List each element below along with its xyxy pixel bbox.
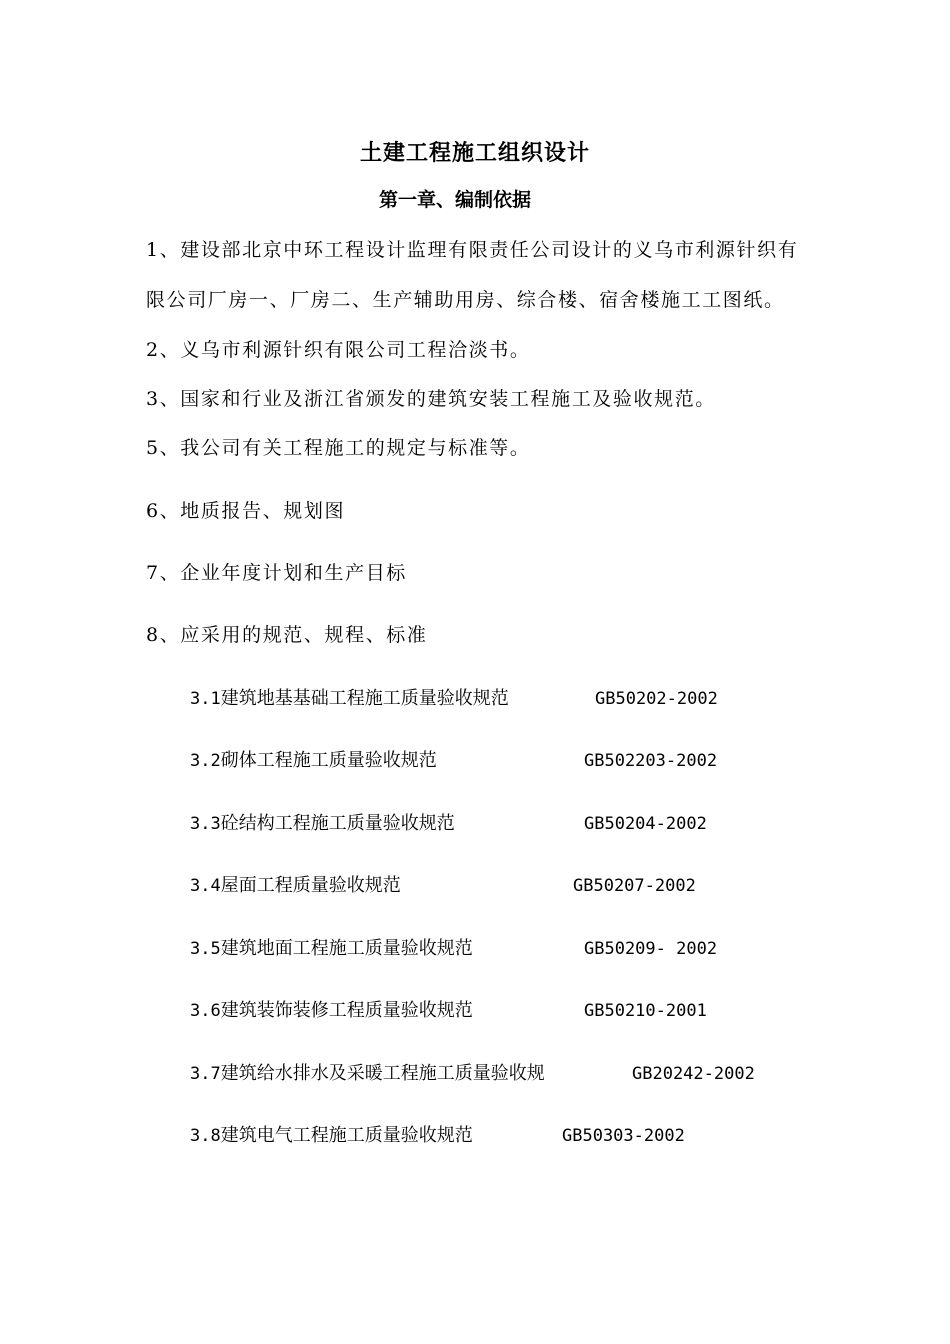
- standard-item: [190, 809, 707, 839]
- standard-number: 3.2: [190, 751, 221, 771]
- standard-code: GB50202-2002: [595, 689, 718, 709]
- standard-code: GB50207-2002: [573, 876, 696, 896]
- standard-item: [190, 871, 696, 901]
- standard-number: 3.6: [190, 1001, 221, 1021]
- standard-code: GB50204-2002: [584, 814, 707, 834]
- standard-name: 砼结构工程施工质量验收规范: [220, 813, 455, 834]
- standard-number: 3.4: [190, 876, 221, 896]
- paragraph-6: 6、地质报告、规划图: [146, 500, 346, 522]
- paragraph-3: 3、国家和行业及浙江省颁发的建筑安装工程施工及验收规范。: [146, 388, 716, 410]
- standard-item: [190, 1059, 755, 1089]
- standard-item: [190, 1121, 685, 1151]
- standard-number: 3.1: [190, 689, 221, 709]
- standard-code: GB50303-2002: [562, 1126, 685, 1146]
- standard-number: 3.7: [190, 1064, 221, 1084]
- standard-item: [190, 684, 718, 714]
- standard-name: 建筑地面工程施工质量验收规范: [220, 938, 473, 959]
- document-title: 土建工程施工组织设计: [359, 140, 590, 166]
- paragraph-1-continued: 限公司厂房一、厂房二、生产辅助用房、综合楼、宿舍楼施工工图纸。: [146, 289, 785, 311]
- standard-name: 砌体工程施工质量验收规范: [220, 750, 437, 771]
- standard-code: GB50210-2001: [584, 1001, 707, 1021]
- standard-item: [190, 746, 718, 776]
- standard-number: 3.3: [190, 814, 221, 834]
- standard-code: GB50209- 2002: [584, 939, 718, 959]
- paragraph-1: 1、建设部北京中环工程设计监理有限责任公司设计的义乌市利源针织有: [146, 239, 799, 261]
- paragraph-5: 5、我公司有关工程施工的规定与标准等。: [146, 437, 531, 459]
- standard-number: 3.5: [190, 939, 221, 959]
- standard-name: 建筑给水排水及采暖工程施工质量验收规: [220, 1063, 545, 1084]
- standard-item: [190, 934, 718, 964]
- standard-code: GB502203-2002: [584, 751, 718, 771]
- standard-name: 屋面工程质量验收规范: [220, 875, 401, 896]
- paragraph-7: 7、企业年度计划和生产目标: [146, 562, 407, 584]
- standard-code: GB20242-2002: [632, 1064, 755, 1084]
- standard-name: 建筑地基基础工程施工质量验收规范: [220, 688, 509, 709]
- paragraph-2: 2、义乌市利源针织有限公司工程洽淡书。: [146, 339, 531, 361]
- standard-name: 建筑电气工程施工质量验收规范: [220, 1125, 473, 1146]
- standard-name: 建筑装饰装修工程质量验收规范: [220, 1000, 473, 1021]
- paragraph-8: 8、应采用的规范、规程、标准: [146, 624, 428, 646]
- standard-number: 3.8: [190, 1126, 221, 1146]
- standard-item: [190, 996, 707, 1026]
- chapter-heading: 第一章、编制依据: [378, 189, 531, 211]
